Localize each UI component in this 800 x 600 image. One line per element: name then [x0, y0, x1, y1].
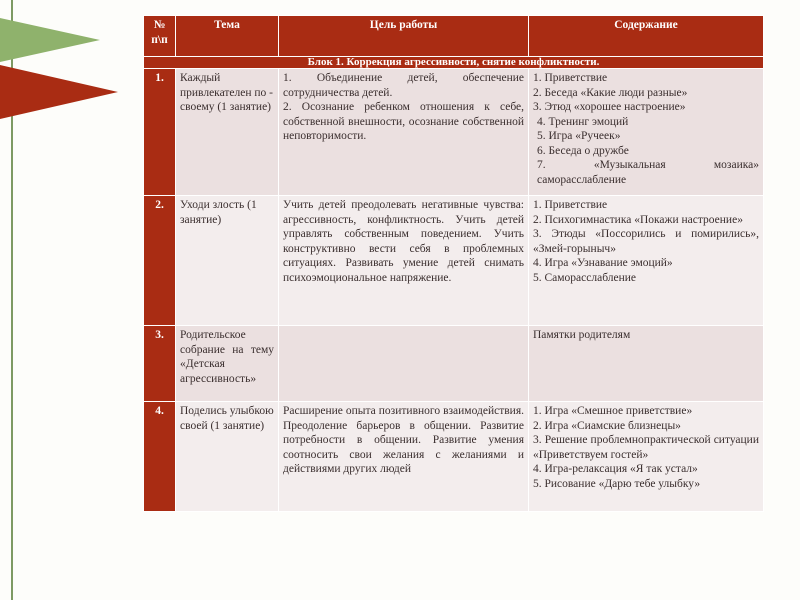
- row-goal: Расширение опыта позитивного взаимодействия. Преодоление барьеров в общении. Развитие потребности в общении. Развитие умения соотносить свои желания с желаниями и действиями других людей: [279, 402, 529, 512]
- content-item: 2. Беседа «Какие люди разные»: [533, 86, 688, 99]
- header-content: Содержание: [529, 16, 764, 57]
- content-item: 4. Игра «Узнавание эмоций»: [533, 257, 673, 269]
- row-goal: Учить детей преодолевать негативные чувства: агрессивность, конфликтность. Учить детей управлять собственным поведением. Учить конструктивно вести себя в проблемных ситуациях. Развивать умение детей снимать психоэмоциональное напряжение.: [279, 196, 529, 326]
- content-item: 7. «Музыкальная мозаика» саморасслабление: [537, 159, 759, 186]
- table-row: [144, 402, 764, 512]
- row-goal-text: 1. Объединение детей, обеспечение сотрудничества детей. 2. Осознание ребенком отношения к себе, собственной внешности, осознание собственной неповторимости.: [283, 72, 524, 142]
- block-title-row: [144, 57, 764, 69]
- content-item: 1. Приветствие: [533, 72, 608, 84]
- content-item: 1. Игра «Смешное приветствие»: [533, 405, 693, 417]
- row-content: [529, 196, 764, 326]
- row-content: [529, 402, 764, 512]
- table-row: [144, 196, 764, 326]
- content-item: 3. Этюды «Поссорились и помирились», «Змей-горыныч»: [533, 228, 759, 255]
- block-title: Блок 1. Коррекция агрессивности, снятие конфликтности.: [144, 57, 764, 69]
- program-table: [143, 15, 764, 512]
- row-topic: Каждый привлекателен по - своему (1 занятие): [176, 69, 279, 196]
- row-topic: Родительское собрание на тему «Детская агрессивность»: [176, 326, 279, 402]
- content-item: 3. Этюд «хорошее настроение»: [533, 101, 686, 113]
- table-header-row: [144, 16, 764, 57]
- row-content: [529, 69, 764, 196]
- table-row: [144, 69, 764, 196]
- row-topic: Уходи злость (1 занятие): [176, 196, 279, 326]
- content-item: 5. Рисование «Дарю тебе улыбку»: [533, 477, 701, 490]
- header-topic: Тема: [176, 16, 279, 57]
- content-item: 5. Игра «Ручеек»: [537, 130, 621, 142]
- content-item: 1. Приветствие: [533, 199, 608, 211]
- content-item: Памятки родителям: [533, 329, 631, 341]
- content-item: 3. Решение проблемнопрактической ситуации «Приветствуем гостей»: [533, 434, 759, 461]
- row-content: [529, 326, 764, 402]
- row-goal: [279, 326, 529, 402]
- row-goal: [279, 69, 529, 196]
- decorative-red-triangle: [0, 65, 118, 119]
- header-goal: Цель работы: [279, 16, 529, 57]
- table-row: [144, 326, 764, 402]
- row-topic: Поделись улыбкою своей (1 занятие): [176, 402, 279, 512]
- content-item: 6. Беседа о дружбе: [537, 144, 629, 157]
- content-item: 2. Игра «Сиамские близнецы»: [533, 419, 681, 432]
- content-item: 4. Игра-релаксация «Я так устал»: [533, 463, 698, 475]
- row-number: 2.: [144, 196, 176, 326]
- content-item: 4. Тренинг эмоций: [537, 115, 629, 128]
- content-item: 5. Саморасслабление: [533, 271, 637, 284]
- row-number: 4.: [144, 402, 176, 512]
- header-num: № п\п: [144, 16, 176, 57]
- decorative-green-triangle: [0, 18, 100, 62]
- row-number: 1.: [144, 69, 176, 196]
- content-item: 2. Психогимнастика «Покажи настроение»: [533, 213, 743, 226]
- row-number: 3.: [144, 326, 176, 402]
